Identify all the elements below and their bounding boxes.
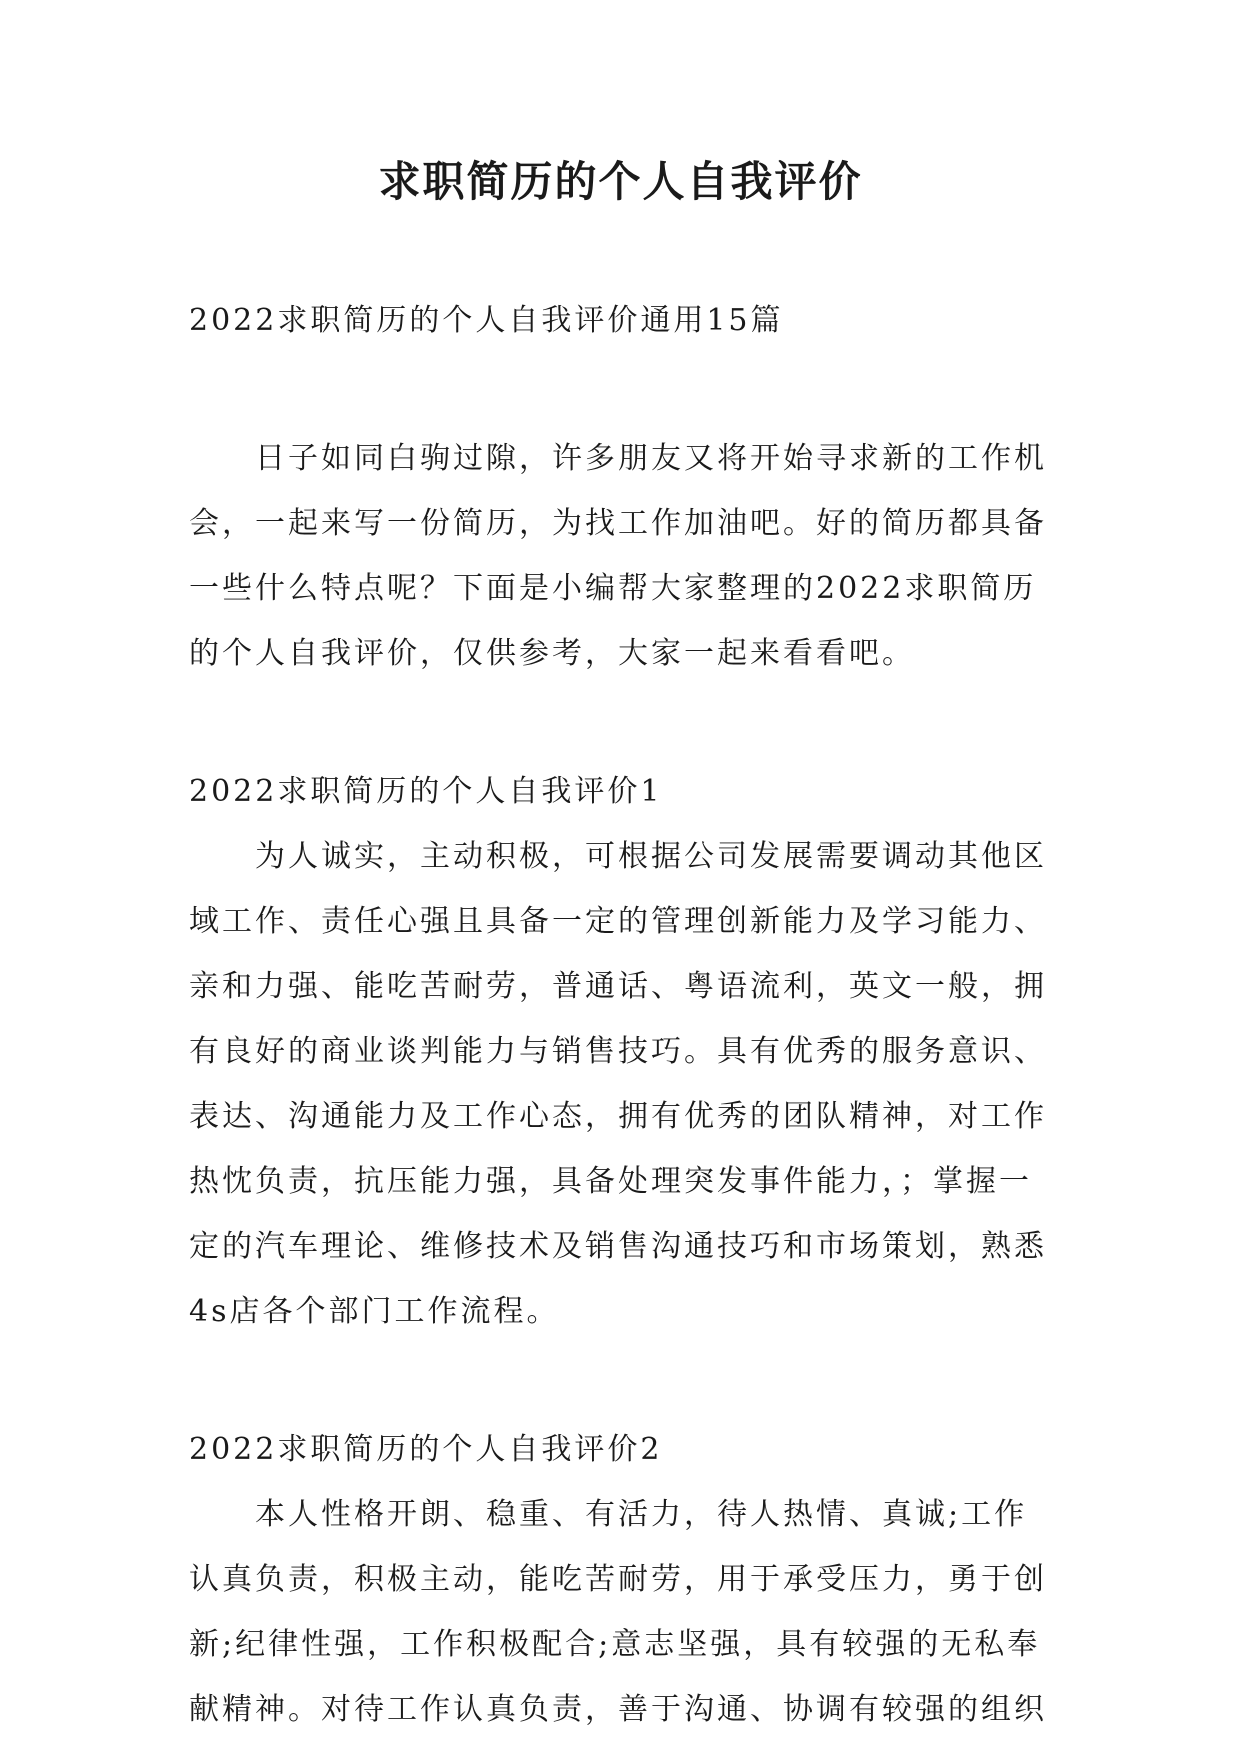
document-body: [189, 288, 1065, 1742]
paragraph-line: 为人诚实，主动积极，可根据公司发展需要调动其他区: [255, 839, 1047, 874]
section-1: [189, 759, 1065, 1344]
paragraph-line: 会，一起来写一份简历，为找工作加油吧。好的简历都具备: [189, 506, 1047, 541]
paragraph-line: 表达、沟通能力及工作心态，拥有优秀的团队精神，对工作: [189, 1099, 1047, 1134]
spacer: [189, 686, 1065, 759]
section-2: [189, 1417, 1065, 1742]
paragraph-line: 定的汽车理论、维修技术及销售沟通技巧和市场策划，熟悉: [189, 1229, 1047, 1264]
intro-paragraph: [189, 426, 1065, 686]
paragraph-line: 献精神。对待工作认真负责，善于沟通、协调有较强的组织: [189, 1692, 1047, 1727]
paragraph-line: 认真负责，积极主动，能吃苦耐劳，用于承受压力，勇于创: [189, 1562, 1047, 1597]
section-heading: 2022求职简历的个人自我评价2: [189, 1432, 663, 1467]
paragraph-line: 日子如同白驹过隙，许多朋友又将开始寻求新的工作机: [255, 441, 1047, 476]
spacer: [189, 1344, 1065, 1417]
document-subtitle: 2022求职简历的个人自我评价通用15篇: [189, 303, 784, 338]
paragraph-line: 一些什么特点呢？下面是小编帮大家整理的2022求职简历: [189, 571, 1037, 606]
paragraph-line: 域工作、责任心强且具备一定的管理创新能力及学习能力、: [189, 904, 1047, 939]
spacer: [189, 353, 1065, 426]
paragraph-line: 4s店各个部门工作流程。: [189, 1294, 560, 1329]
document-title: 求职简历的个人自我评价: [378, 157, 863, 206]
paragraph-line: 的个人自我评价，仅供参考，大家一起来看看吧。: [189, 636, 915, 671]
paragraph-line: 本人性格开朗、稳重、有活力，待人热情、真诚;工作: [255, 1497, 1028, 1532]
paragraph-line: 有良好的商业谈判能力与销售技巧。具有优秀的服务意识、: [189, 1034, 1047, 1069]
paragraph-line: 新;纪律性强，工作积极配合;意志坚强，具有较强的无私奉: [189, 1627, 1041, 1662]
paragraph-line: 热忱负责，抗压能力强，具备处理突发事件能力，；掌握一: [189, 1164, 1032, 1199]
section-heading: 2022求职简历的个人自我评价1: [189, 774, 663, 809]
paragraph-line: 亲和力强、能吃苦耐劳，普通话、粤语流利，英文一般，拥: [189, 969, 1047, 1004]
